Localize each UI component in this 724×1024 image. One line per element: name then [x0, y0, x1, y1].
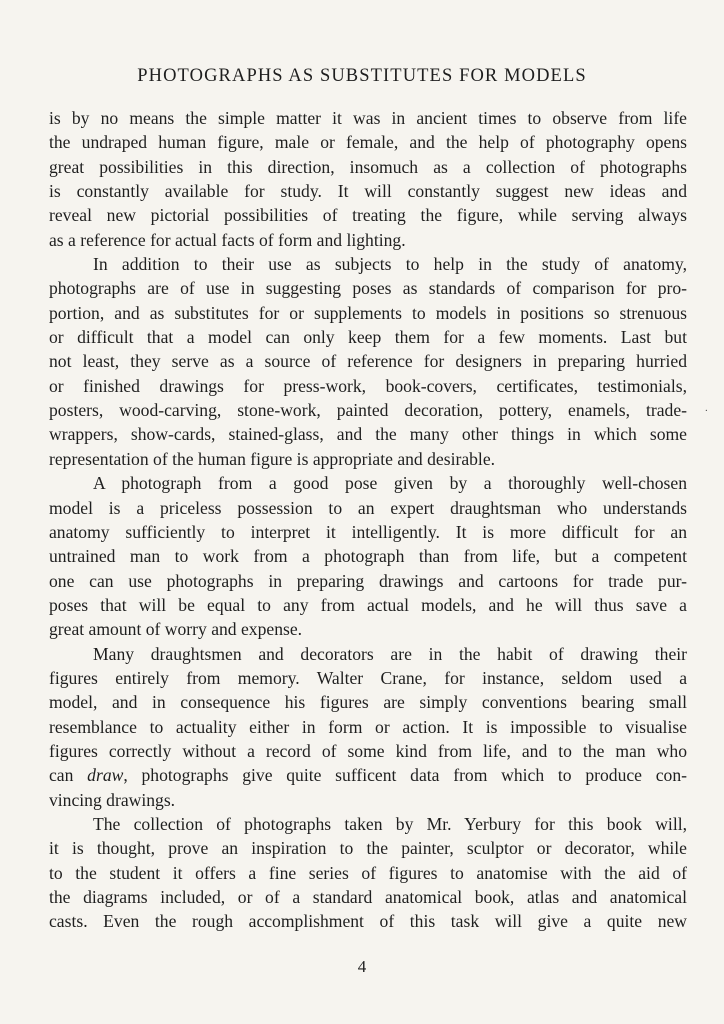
text-line: or finished drawings for press-work, book-covers, certificates, testimonials,: [49, 375, 687, 396]
text-line: resemblance to actuality either in form or action. It is impossible to visualise: [49, 716, 687, 737]
text-line: or difficult that a model can only keep them for a few moments. Last but: [49, 327, 687, 348]
text-line: In addition to their use as subjects to help in the study of anatomy,: [93, 254, 687, 275]
text-line: is by no means the simple matter it was in ancient times to observe from life: [49, 108, 687, 128]
text-line: model, and in consequence his figures are simply conventions bearing small: [49, 692, 687, 713]
text-line: model is a priceless possession to an expert draughtsman who understands: [49, 497, 687, 518]
paragraph-4: [49, 642, 687, 812]
emphasized-word: draw: [87, 765, 124, 786]
paragraph-1: [49, 106, 687, 252]
text-line: portion, and as substitutes for or supplements to models in positions so strenuous: [49, 302, 687, 323]
text-line: Many draughtsmen and decorators are in the habit of drawing their: [93, 643, 687, 664]
running-head: PHOTOGRAPHS AS SUBSTITUTES FOR MODELS: [137, 66, 587, 86]
margin-mark: .: [705, 402, 708, 414]
paragraph-2: [49, 252, 687, 471]
text-line: to the student it offers a fine series of figures to anatomise with the aid of: [49, 862, 687, 883]
text-line: The collection of photographs taken by Mr. Yerbury for this book will,: [93, 813, 687, 834]
text-line: poses that will be equal to any from actual models, and he will thus save a: [49, 594, 687, 615]
text-line: figures entirely from memory. Walter Crane, for instance, seldom used a: [49, 667, 687, 688]
paragraph-3: [49, 471, 687, 641]
text-line: one can use photographs in preparing drawings and cartoons for trade pur-: [49, 570, 687, 591]
text-line: casts. Even the rough accomplishment of this task will give a quite new: [49, 911, 687, 932]
text-line: wrappers, show-cards, stained-glass, and the many other things in which some: [49, 424, 687, 445]
text-line: photographs are of use in suggesting poses as standards of comparison for pro-: [49, 278, 687, 299]
text-line: A photograph from a good pose given by a thoroughly well-chosen: [93, 473, 687, 494]
text-line: it is thought, prove an inspiration to the painter, sculptor or decorator, while: [49, 838, 687, 859]
text-line: representation of the human figure is appropriate and desirable.: [49, 448, 496, 469]
text-line: untrained man to work from a photograph than from life, but a competent: [49, 546, 687, 567]
text-line: great possibilities in this direction, insomuch as a collection of photographs: [49, 156, 687, 177]
paragraph-5: [49, 812, 687, 934]
text-line: posters, wood-carving, stone-work, painted decoration, pottery, enamels, trade-: [49, 400, 687, 421]
text-line: is constantly available for study. It will constantly suggest new ideas and: [49, 181, 687, 202]
text-line: the diagrams included, or of a standard anatomical book, atlas and anatomical: [49, 887, 687, 907]
text-line: the undraped human figure, male or female, and the help of photography opens: [49, 132, 687, 153]
text-line: vincing drawings.: [49, 789, 176, 810]
page-number: 4: [357, 957, 367, 976]
text-line: figures correctly without a record of some kind from life, and to the man who: [49, 740, 687, 761]
text-line: not least, they serve as a source of reference for designers in preparing hurried: [49, 351, 687, 372]
text-line: anatomy sufficiently to interpret it intelligently. It is more difficult for an: [49, 521, 687, 542]
text-line: reveal new pictorial possibilities of treating the figure, while serving always: [49, 205, 687, 226]
text-line: as a reference for actual facts of form and lighting.: [49, 229, 406, 250]
body-text: [49, 106, 687, 934]
text-line: great amount of worry and expense.: [49, 619, 303, 640]
text-line-with-emphasis: can draw, photographs give quite sufficent data from which to produce con-: [49, 765, 687, 786]
